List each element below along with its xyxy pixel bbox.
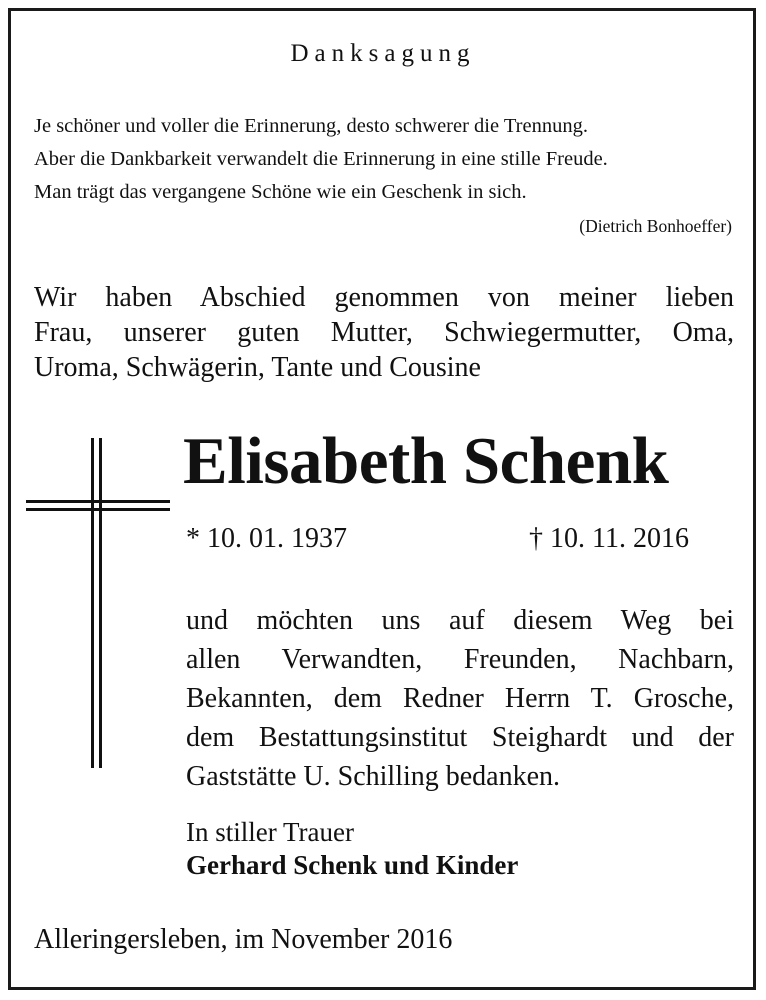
thanks-line: allen Verwandten, Freunden, Nachbarn, [186,644,734,675]
birth-date: * 10. 01. 1937 [186,523,347,554]
cross-icon [26,438,170,768]
intro-paragraph [34,280,734,385]
signers-names: Gerhard Schenk und Kinder [186,850,519,880]
mourning-text: In stiller Trauer [186,817,354,847]
thanks-line: dem Bestattungsinstitut Steighardt und der [186,722,734,753]
death-date: † 10. 11. 2016 [529,523,689,554]
quote-line: Aber die Dankbarkeit verwandelt die Erinnerung in eine stille Freude. [34,148,608,170]
thanks-paragraph [186,601,734,796]
deceased-name: Elisabeth Schenk [183,424,669,498]
intro-line: Frau, unserer guten Mutter, Schwiegermutter, Oma, [34,317,734,348]
place-date: Alleringersleben, im November 2016 [34,924,453,955]
thanks-line: Gaststätte U. Schilling bedanken. [186,761,561,792]
intro-line: Wir haben Abschied genommen von meiner lieben [34,282,734,313]
thanks-line: Bekannten, dem Redner Herrn T. Grosche, [186,683,734,714]
quote-block [34,110,734,209]
quote-line: Je schöner und voller die Erinnerung, desto schwerer die Trennung. [34,115,588,137]
intro-line: Uroma, Schwägerin, Tante und Cousine [34,352,481,383]
notice-heading: Danksagung [290,40,476,67]
thanks-line: und möchten uns auf diesem Weg bei [186,605,734,636]
quote-attribution: (Dietrich Bonhoeffer) [579,216,732,236]
quote-line: Man trägt das vergangene Schöne wie ein Geschenk in sich. [34,181,527,203]
